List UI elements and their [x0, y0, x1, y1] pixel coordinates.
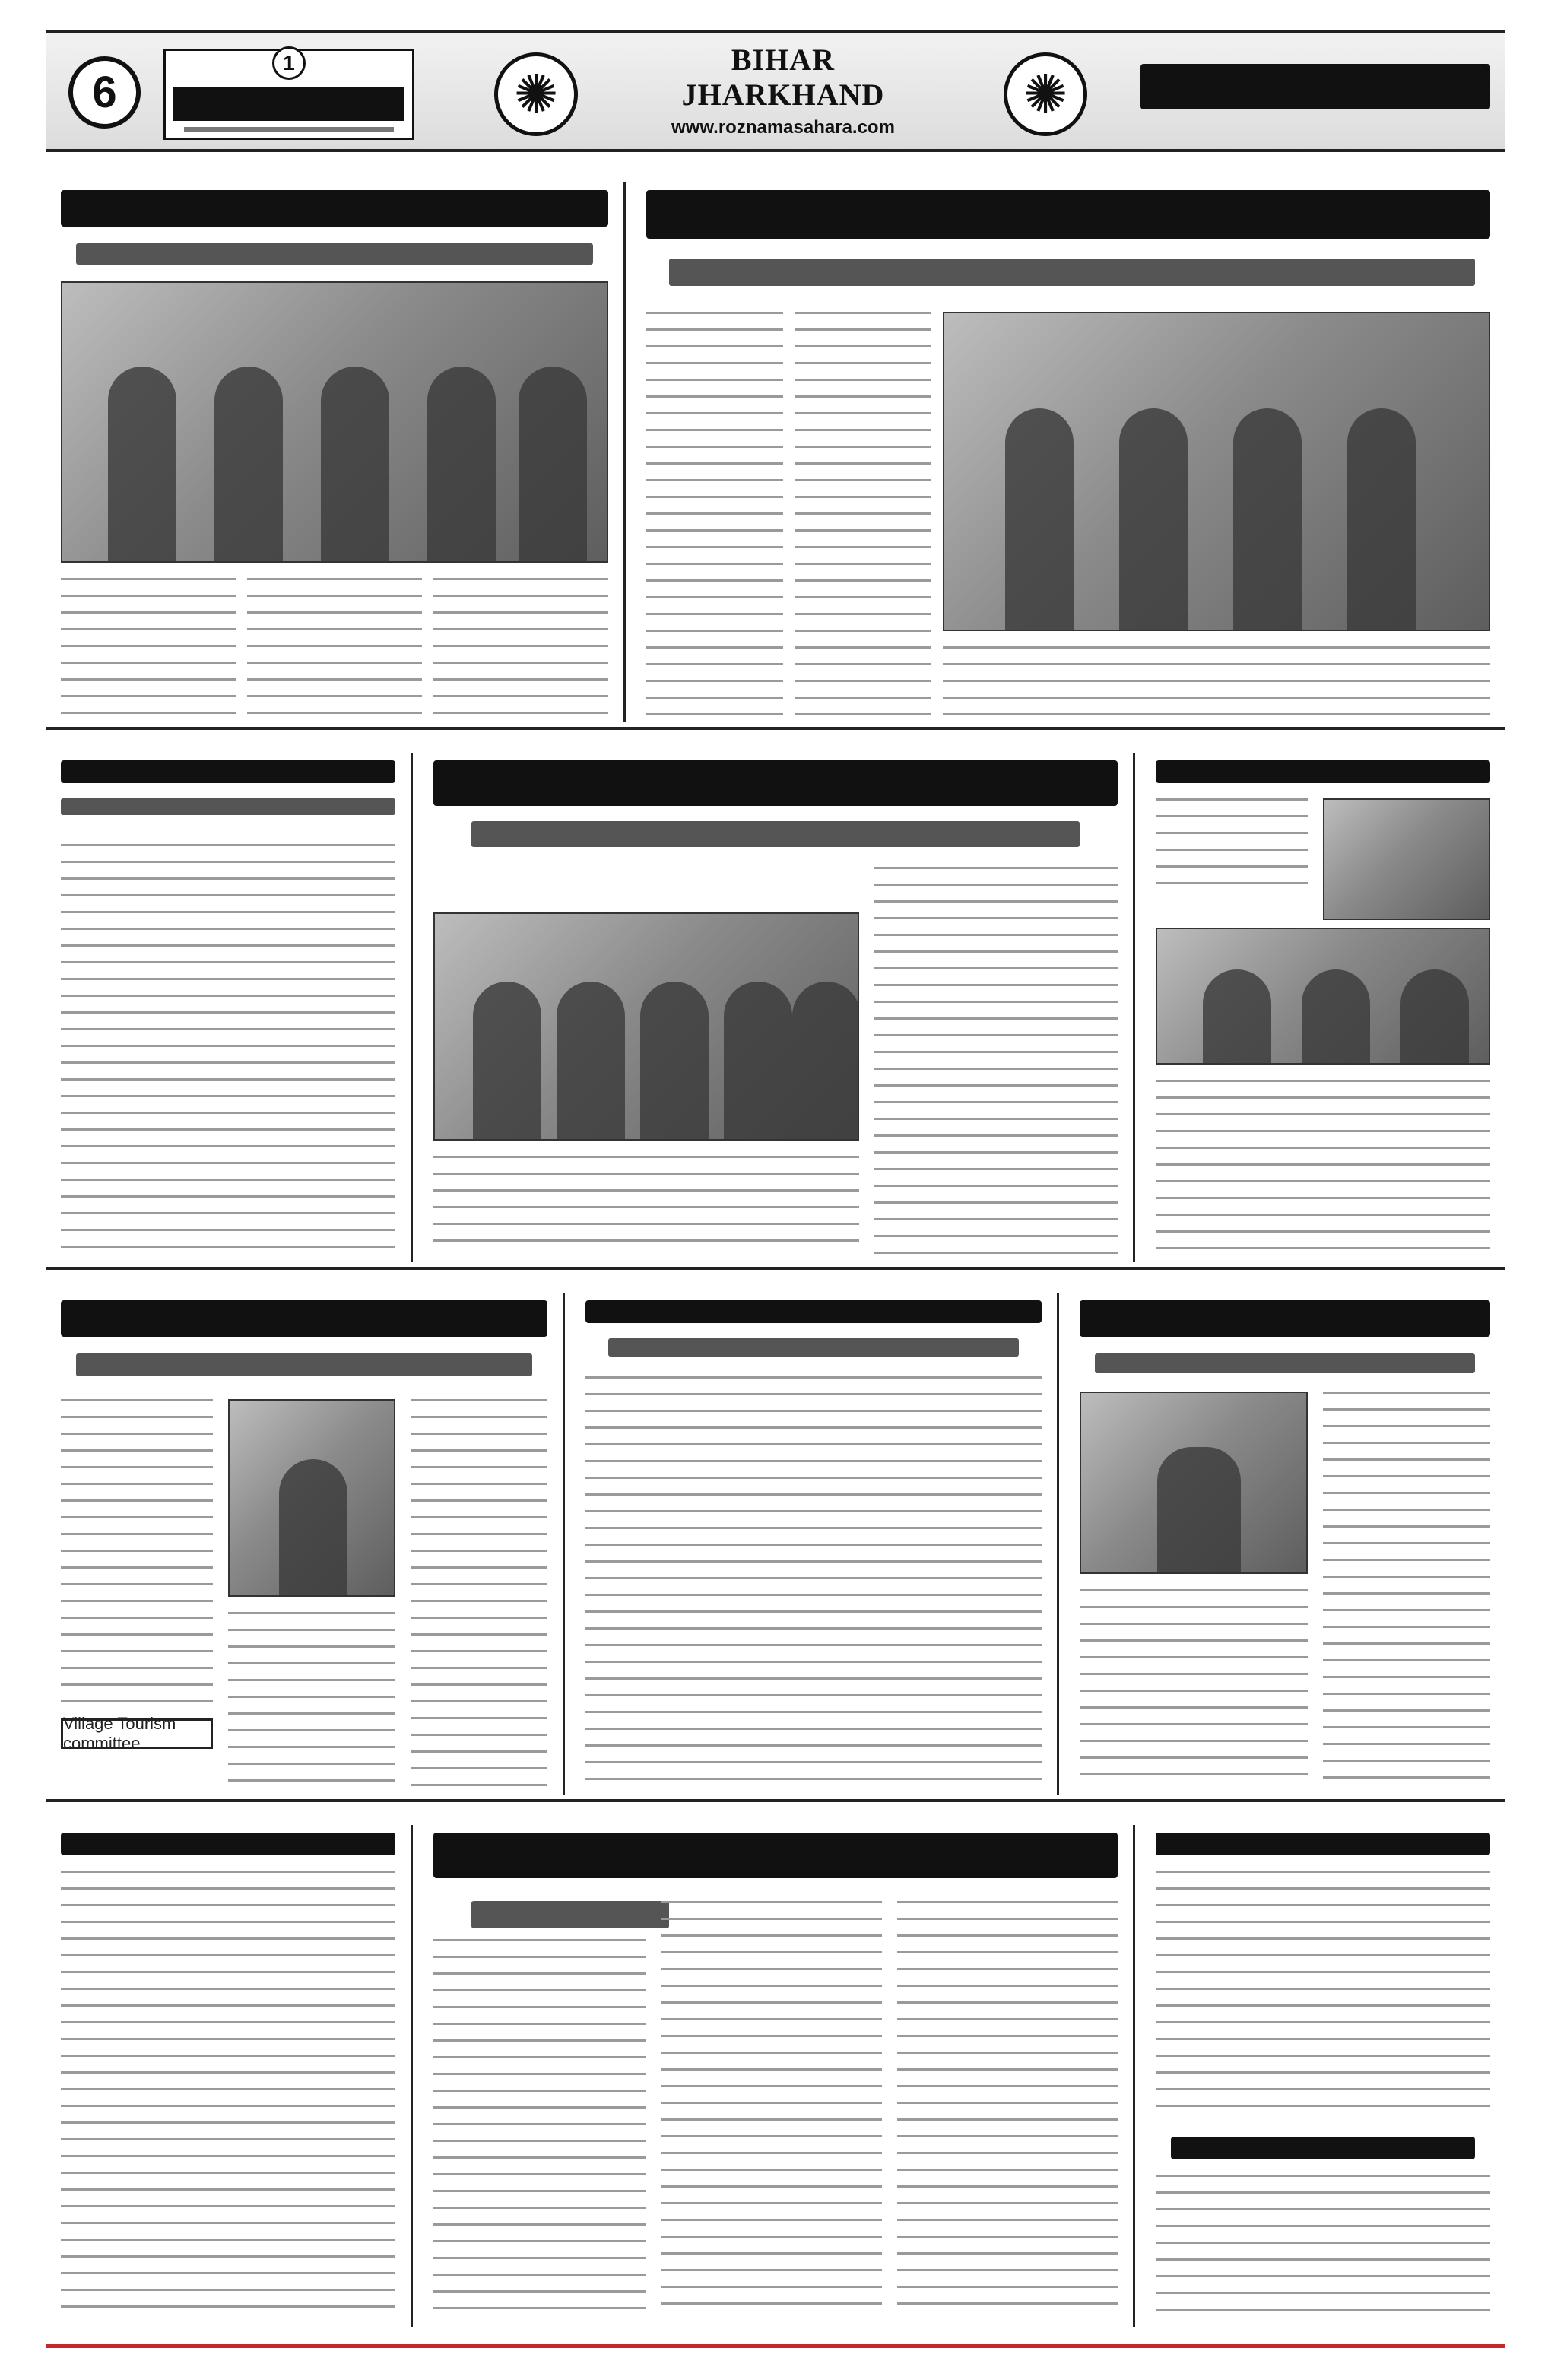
story-text-column [1080, 1589, 1308, 1787]
story-text-column [433, 578, 608, 715]
story-text-column [585, 1376, 1042, 1787]
photo-caption [943, 646, 1490, 715]
sun-ornament-icon: ✺ [494, 52, 578, 136]
photo-chief-minister [228, 1399, 395, 1597]
story-text-column [61, 578, 236, 715]
story-headline [1080, 1300, 1490, 1337]
story-subheadline [608, 1338, 1019, 1357]
story-subheadline [61, 798, 395, 815]
story-text-column [61, 844, 395, 1255]
lead-text-column [795, 312, 931, 715]
sun-ornament-icon: ✺ [1004, 52, 1087, 136]
story-headline [1171, 2137, 1475, 2159]
photo-library-visit [433, 912, 859, 1141]
region-title-line2: JHARKHAND [681, 78, 885, 112]
story-headline [1156, 1833, 1490, 1855]
website-url: www.roznamasahara.com [671, 117, 895, 138]
story-subheadline [1095, 1353, 1475, 1373]
story-subheadline [76, 243, 593, 265]
section-title [1140, 56, 1490, 132]
story-text-column [61, 1871, 395, 2319]
photo-river [1323, 798, 1490, 920]
center-subheadline [471, 1901, 669, 1928]
story-text-column [247, 578, 422, 715]
row-two [46, 745, 1505, 1270]
story-text-column [61, 1399, 213, 1703]
center-headline [433, 1833, 1118, 1878]
photo-meeting [943, 312, 1490, 631]
center-text-column [433, 1939, 646, 2319]
story-text-column [411, 1399, 547, 1787]
row-four [46, 1817, 1505, 2334]
row-three [46, 1285, 1505, 1802]
tourism-committee-box: Village Tourism committee [61, 1718, 213, 1749]
center-headline [433, 760, 1118, 806]
lead-headline [646, 190, 1490, 239]
story-subheadline [76, 1353, 532, 1376]
newspaper-logo [163, 49, 414, 140]
center-text-column [874, 867, 1118, 1255]
story-text-column [1323, 1392, 1490, 1787]
photo-bike-riders [61, 281, 608, 563]
story-headline [1156, 760, 1490, 783]
story-text-column [1156, 1871, 1490, 2114]
story-text-column [1156, 2175, 1490, 2319]
center-text-column [433, 1156, 859, 1255]
story-headline [61, 1833, 395, 1855]
logo-badge: 1 [272, 46, 306, 80]
story-headline [61, 1300, 547, 1337]
page-number: 6 [68, 56, 141, 129]
logo-dateline [184, 127, 394, 132]
lead-subheadline [669, 259, 1475, 286]
story-text-column [228, 1612, 395, 1787]
story-headline [61, 190, 608, 227]
center-subheadline [471, 821, 1080, 847]
photo-officials [1156, 928, 1490, 1065]
story-text-column [1156, 798, 1308, 890]
center-text-column [897, 1901, 1118, 2319]
story-headline [585, 1300, 1042, 1323]
lead-text-column [646, 312, 783, 715]
footer-rule [46, 2344, 1505, 2348]
center-text-column [661, 1901, 882, 2319]
masthead [46, 30, 1505, 152]
region-title [608, 43, 958, 113]
story-headline [61, 760, 395, 783]
photo-gavel [1080, 1392, 1308, 1574]
logo-wordmark [173, 87, 404, 121]
story-text-column [1156, 1080, 1490, 1255]
row-one [46, 175, 1505, 730]
region-title-line1: BIHAR [731, 43, 836, 77]
